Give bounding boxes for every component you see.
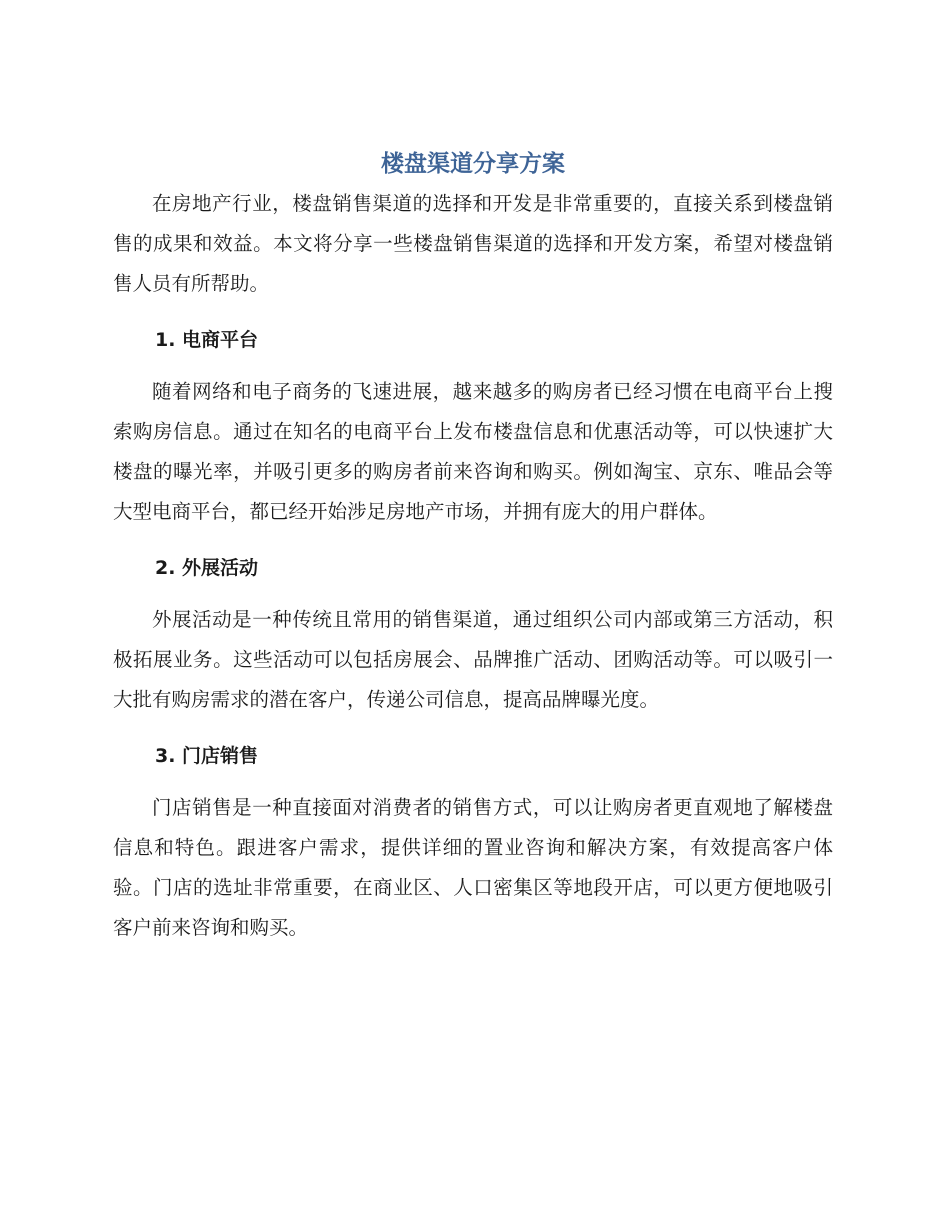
section-store-sales xyxy=(113,736,833,948)
section-paragraph: 外展活动是一种传统且常用的销售渠道，通过组织公司内部或第三方活动，积极拓展业务。这些活动可以包括房展会、品牌推广活动、团购活动等。可以吸引一大批有购房需求的潜在客户，传递公司信息，提高品牌曝光度。 xyxy=(113,608,833,711)
section-paragraph: 随着网络和电子商务的飞速进展，越来越多的购房者已经习惯在电商平台上搜索购房信息。通过在知名的电商平台上发布楼盘信息和优惠活动等，可以快速扩大楼盘的曝光率，并吸引更多的购房者前来咨询和购买。例如淘宝、京东、唯品会等大型电商平台，都已经开始涉足房地产市场，并拥有庞大的用户群体。 xyxy=(113,380,833,523)
document-body xyxy=(113,146,833,948)
section-paragraph: 门店销售是一种直接面对消费者的销售方式，可以让购房者更直观地了解楼盘信息和特色。跟进客户需求，提供详细的置业咨询和解决方案，有效提高客户体验。门店的选址非常重要，在商业区、人口密集区等地段开店，可以更方便地吸引客户前来咨询和购买。 xyxy=(113,796,833,939)
section-outreach-events xyxy=(113,548,833,720)
document-title: 楼盘渠道分享方案 xyxy=(381,151,565,177)
section-heading: 1. 电商平台 xyxy=(155,329,259,351)
section-ecommerce xyxy=(113,320,833,532)
intro-paragraph: 在房地产行业，楼盘销售渠道的选择和开发是非常重要的，直接关系到楼盘销售的成果和效益。本文将分享一些楼盘销售渠道的选择和开发方案，希望对楼盘销售人员有所帮助。 xyxy=(113,192,833,295)
section-heading: 2. 外展活动 xyxy=(155,557,259,579)
section-heading: 3. 门店销售 xyxy=(155,745,259,767)
